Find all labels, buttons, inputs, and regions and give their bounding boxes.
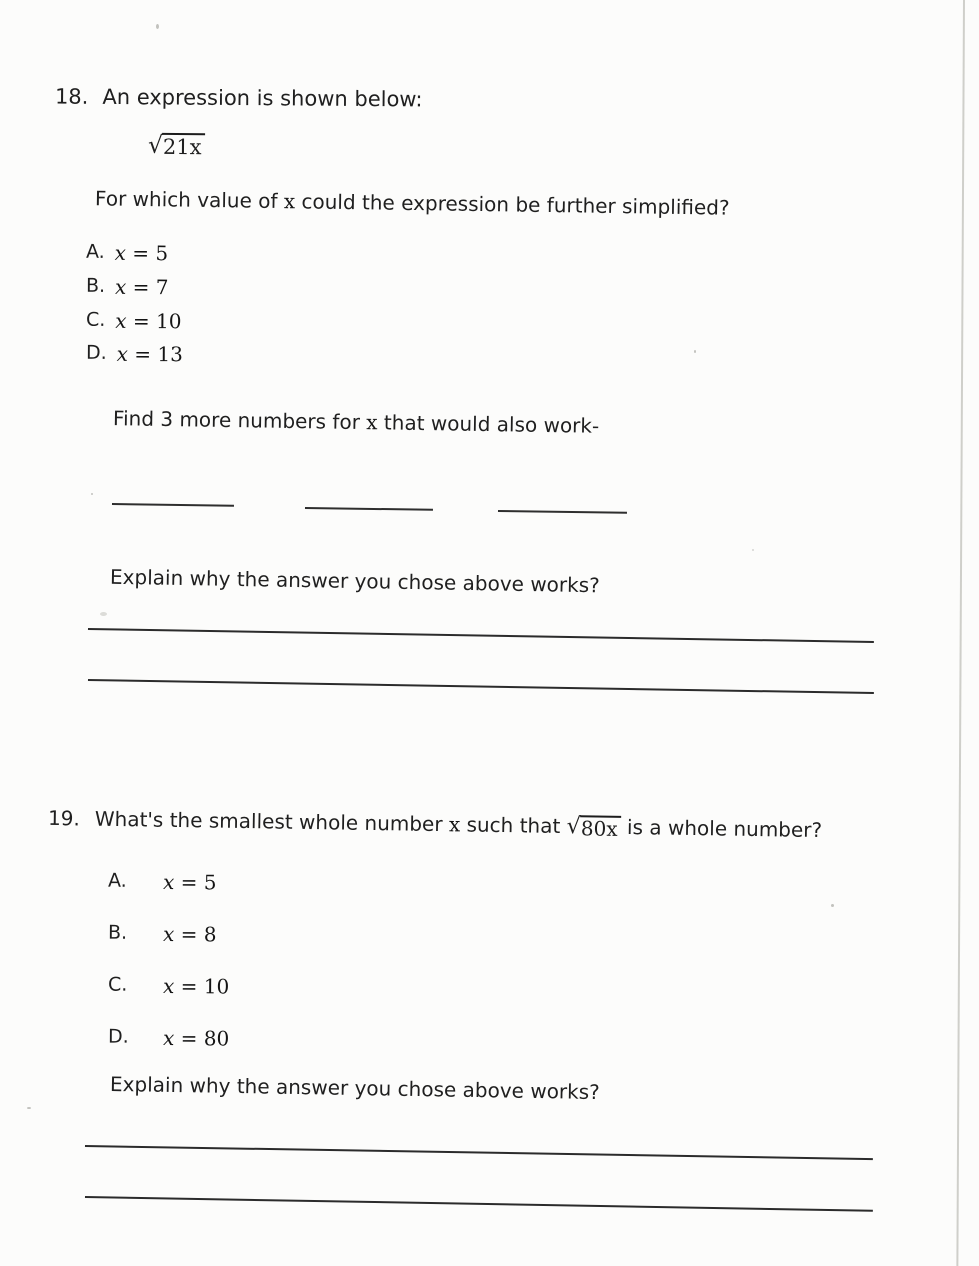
choice-18-c — [86, 309, 182, 333]
choice-value: x = 80 — [162, 1025, 230, 1051]
question-18-header — [55, 85, 423, 112]
question-18-expression — [147, 130, 205, 160]
answer-line-19-1 — [85, 1145, 873, 1160]
scan-speck — [831, 904, 834, 907]
choice-18-d — [86, 342, 183, 367]
answer-blank-1 — [112, 503, 234, 507]
choice-19-c — [108, 974, 229, 999]
choice-letter: A. — [107, 869, 127, 892]
radicand: 21x — [162, 133, 205, 159]
question-19-text: What's the smallest whole number x such that √ 80x is a whole number? — [94, 806, 823, 843]
answer-line-18-2 — [88, 679, 874, 694]
scan-speck — [694, 350, 696, 353]
question-18-number: 18. — [54, 84, 89, 109]
question-18-followup: Find 3 more numbers for x that would also work- — [112, 406, 600, 438]
choice-value: x = 7 — [115, 274, 169, 300]
radicand: 80x — [580, 815, 621, 841]
question-19-number: 19. — [47, 805, 81, 831]
choice-value: x = 5 — [114, 240, 169, 266]
choice-18-b — [86, 275, 169, 299]
variable-x: x — [283, 189, 296, 214]
answer-blank-2 — [305, 507, 433, 511]
question-19-explain-prompt: Explain why the answer you chose above works? — [109, 1071, 600, 1105]
scan-speck — [100, 612, 107, 616]
question-18-text: For which value of x could the expression be further simplified? — [94, 186, 730, 220]
choice-value: x = 5 — [162, 870, 217, 895]
choice-letter: B. — [107, 921, 128, 944]
answer-line-19-2 — [85, 1196, 873, 1212]
radical-expression-80x — [566, 815, 620, 841]
variable-x: x — [366, 410, 378, 435]
choice-19-a — [108, 870, 217, 895]
answer-blank-3 — [498, 510, 627, 514]
choice-value: x = 13 — [116, 341, 183, 367]
choice-letter: C. — [107, 973, 128, 996]
scan-speck — [752, 549, 754, 551]
scan-speck — [156, 24, 159, 29]
choice-19-b — [108, 922, 217, 947]
choice-18-a — [86, 241, 168, 265]
scan-speck — [27, 1107, 31, 1109]
scan-speck — [91, 493, 93, 495]
choice-19-d — [108, 1026, 229, 1051]
question-18-explain-prompt: Explain why the answer you chose above works? — [109, 564, 600, 598]
choice-letter: D. — [85, 341, 107, 364]
choice-letter: B. — [85, 274, 106, 297]
variable-x: x — [448, 812, 461, 837]
choice-value: x = 8 — [162, 922, 217, 947]
question-18-intro: An expression is shown below: — [102, 84, 423, 112]
radical-sign: √ — [566, 813, 582, 840]
choice-value: x = 10 — [162, 973, 230, 999]
choice-letter: D. — [107, 1025, 129, 1048]
question-19-header — [48, 806, 822, 844]
radical-expression-21x — [147, 130, 205, 160]
answer-line-18-1 — [88, 628, 874, 643]
radical-sign: √ — [147, 130, 164, 159]
choice-letter: C. — [85, 308, 106, 331]
choice-value: x = 10 — [115, 308, 182, 334]
choice-letter: A. — [85, 240, 105, 263]
scan-page-edge-line — [956, 0, 965, 1266]
